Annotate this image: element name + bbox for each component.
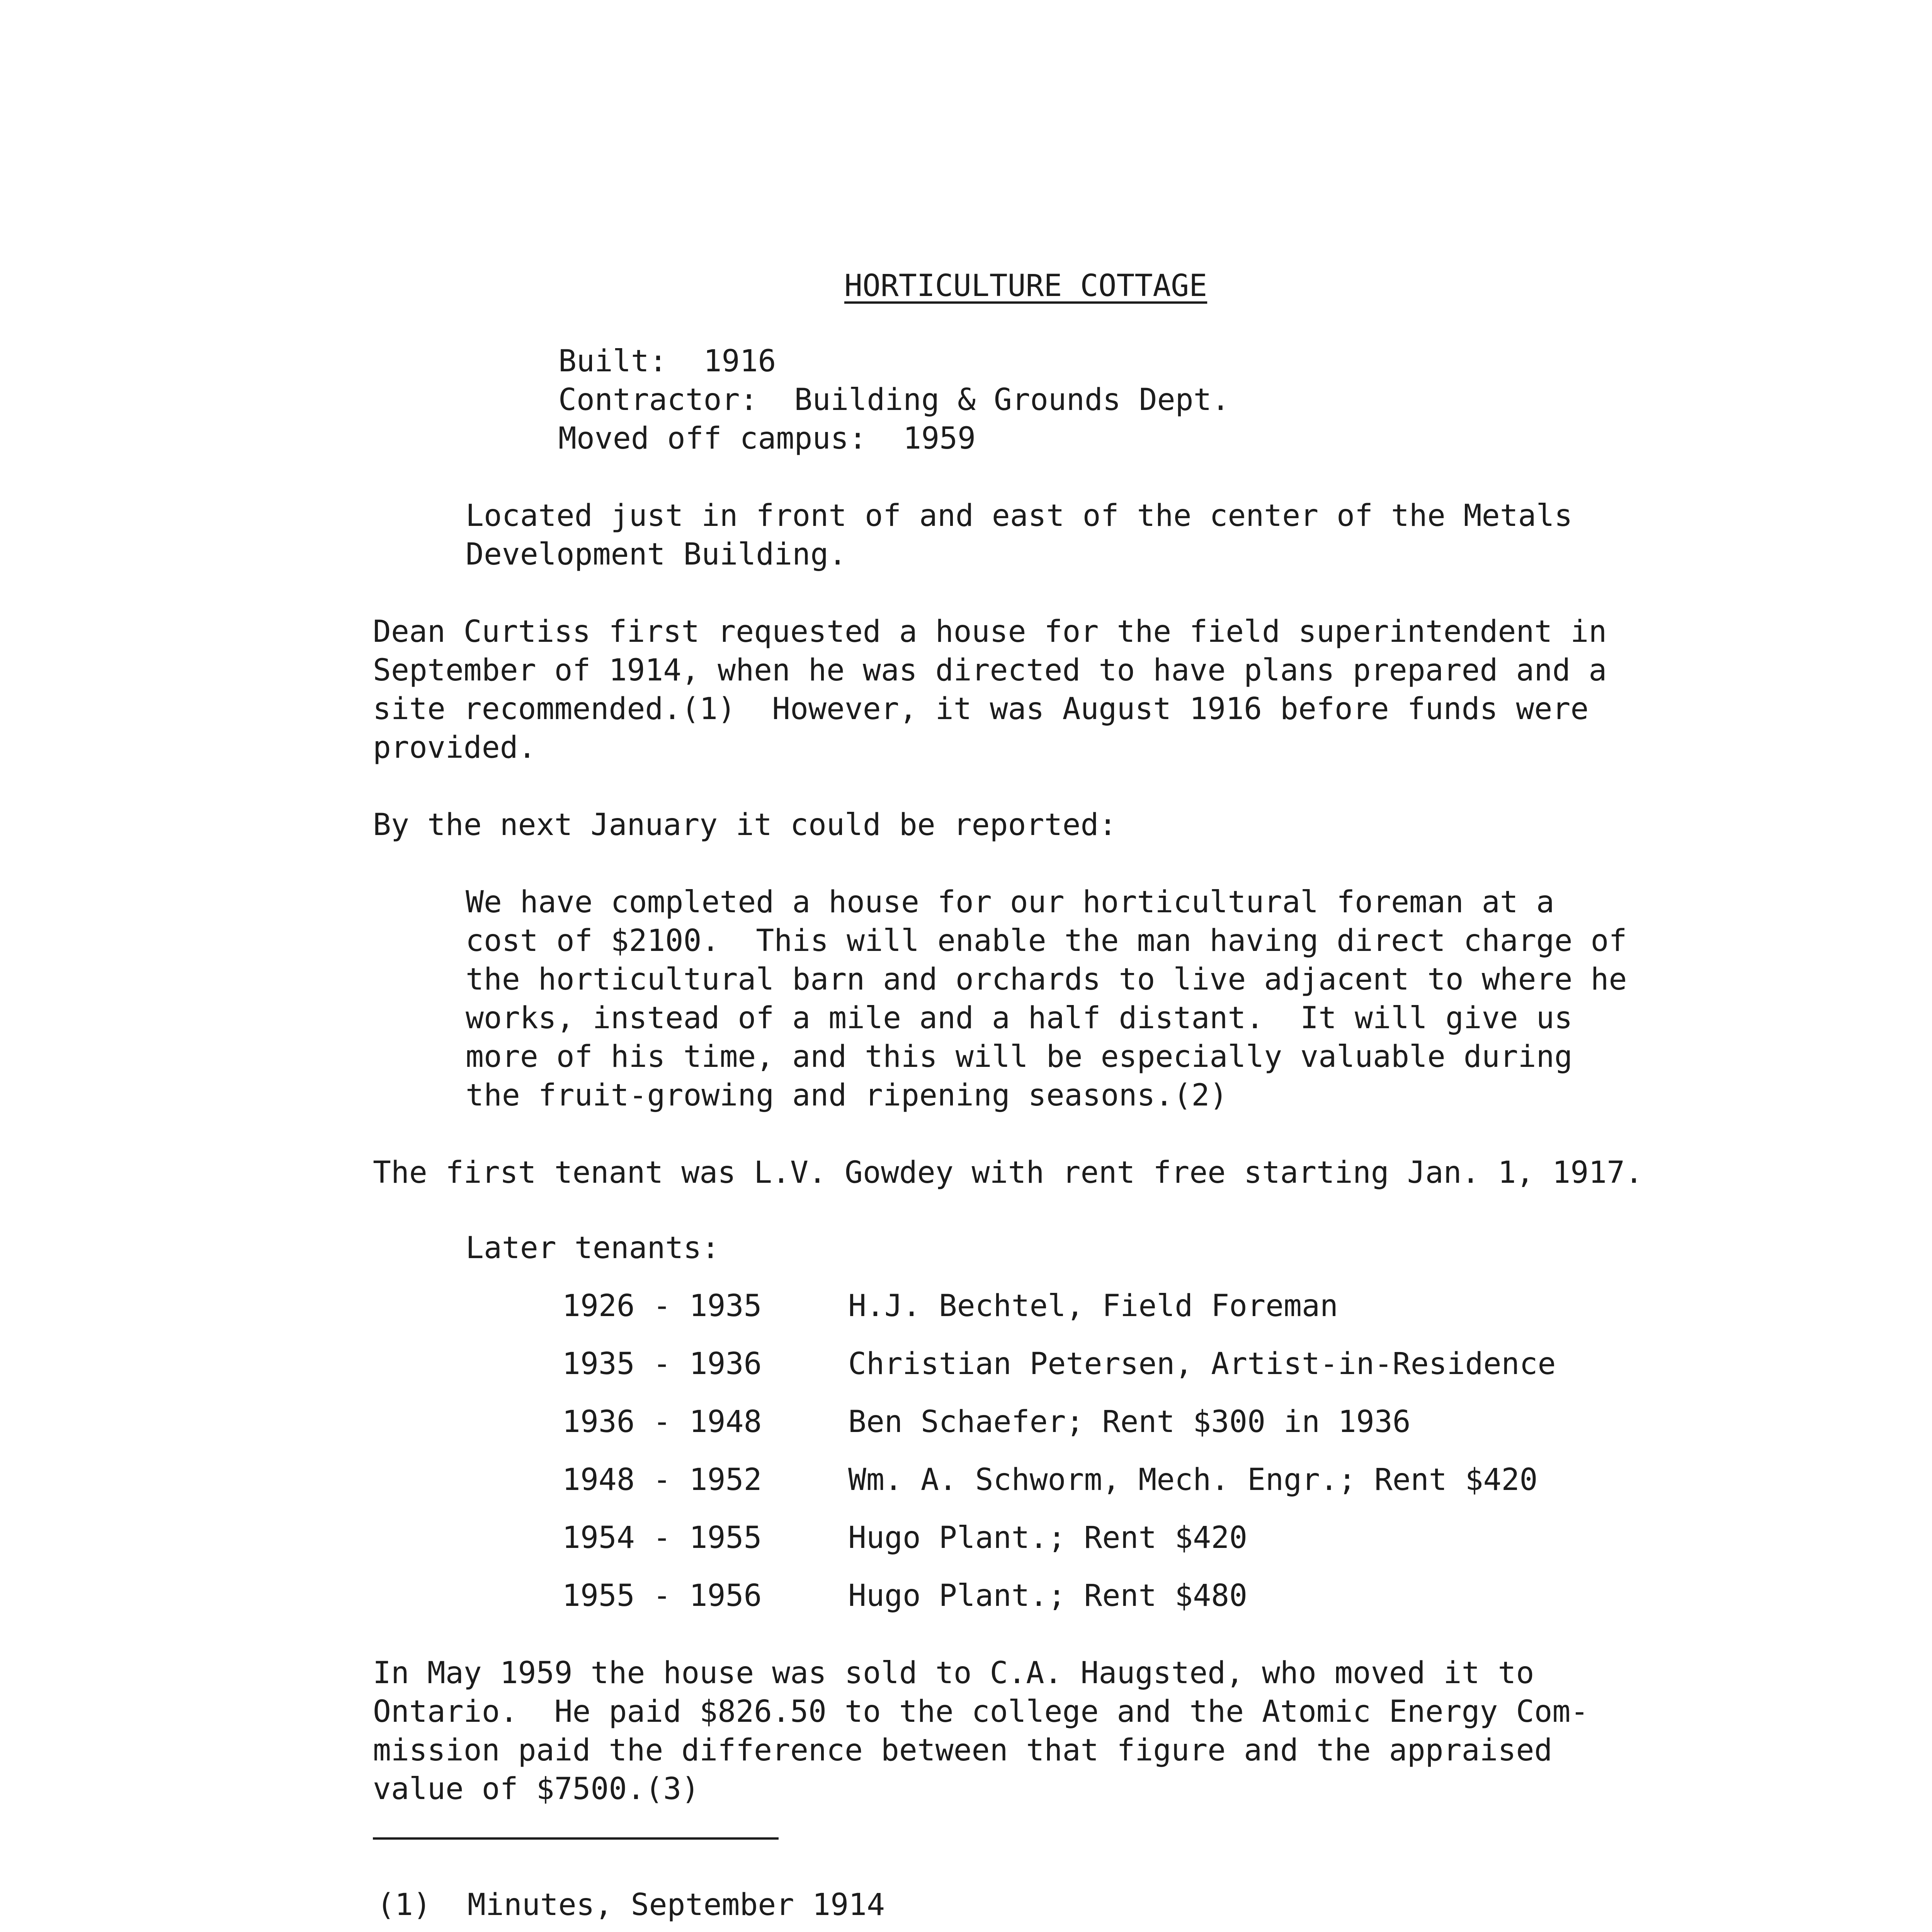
tenant-years: 1936 - 1948	[562, 1405, 762, 1439]
paragraph-line: provided.	[373, 730, 536, 765]
tenant-desc: Ben Schaefer; Rent $300 in 1936	[848, 1405, 1411, 1439]
tenant-desc: Christian Petersen, Artist-in-Residence	[848, 1347, 1556, 1381]
tenants-heading: Later tenants:	[466, 1231, 720, 1265]
fact-built: Built: 1916	[558, 344, 776, 379]
tenant-years: 1955 - 1956	[562, 1578, 762, 1613]
tenant-desc: Hugo Plant.; Rent $420	[848, 1520, 1248, 1555]
tenant-desc: Wm. A. Schworm, Mech. Engr.; Rent $420	[848, 1463, 1538, 1497]
fact-moved: Moved off campus: 1959	[558, 421, 976, 456]
fact-contractor: Contractor: Building & Grounds Dept.	[558, 383, 1230, 417]
paragraph-line: Ontario. He paid $826.50 to the college and the Atomic Energy Com-	[373, 1694, 1589, 1729]
footnote-divider	[373, 1837, 779, 1840]
paragraph-line: The first tenant was L.V. Gowdey with rent free starting Jan. 1, 1917.	[373, 1155, 1643, 1190]
paragraph-line: value of $7500.(3)	[373, 1772, 700, 1806]
page-title: HORTICULTURE COTTAGE	[844, 269, 1208, 303]
quote-line: works, instead of a mile and a half distant. It will give us	[466, 1001, 1573, 1036]
tenant-years: 1954 - 1955	[562, 1520, 762, 1555]
location-line: Located just in front of and east of the center of the Metals	[466, 498, 1573, 533]
paragraph-line: September of 1914, when he was directed to have plans prepared and a	[373, 653, 1607, 688]
quote-line: the fruit-growing and ripening seasons.(2)	[466, 1078, 1228, 1113]
tenant-desc: Hugo Plant.; Rent $480	[848, 1578, 1248, 1613]
tenant-years: 1926 - 1935	[562, 1289, 762, 1323]
quote-line: We have completed a house for our horticultural foreman at a	[466, 885, 1554, 920]
tenant-years: 1948 - 1952	[562, 1463, 762, 1497]
footnote-number: (1)	[377, 1888, 431, 1922]
quote-line: cost of $2100. This will enable the man having direct charge of	[466, 923, 1627, 958]
paragraph-line: By the next January it could be reported:	[373, 808, 1117, 842]
paragraph-line: mission paid the difference between that figure and the appraised	[373, 1733, 1553, 1768]
quote-line: the horticultural barn and orchards to live adjacent to where he	[466, 962, 1627, 997]
paragraph-line: site recommended.(1) However, it was August 1916 before funds were	[373, 692, 1589, 726]
paragraph-line: Dean Curtiss first requested a house for the field superintendent in	[373, 614, 1607, 649]
tenant-desc: H.J. Bechtel, Field Foreman	[848, 1289, 1338, 1323]
tenant-years: 1935 - 1936	[562, 1347, 762, 1381]
paragraph-line: In May 1959 the house was sold to C.A. Haugsted, who moved it to	[373, 1656, 1534, 1690]
footnote-text: Minutes, September 1914	[468, 1888, 885, 1922]
quote-line: more of his time, and this will be especially valuable during	[466, 1039, 1573, 1074]
location-line: Development Building.	[466, 537, 847, 572]
